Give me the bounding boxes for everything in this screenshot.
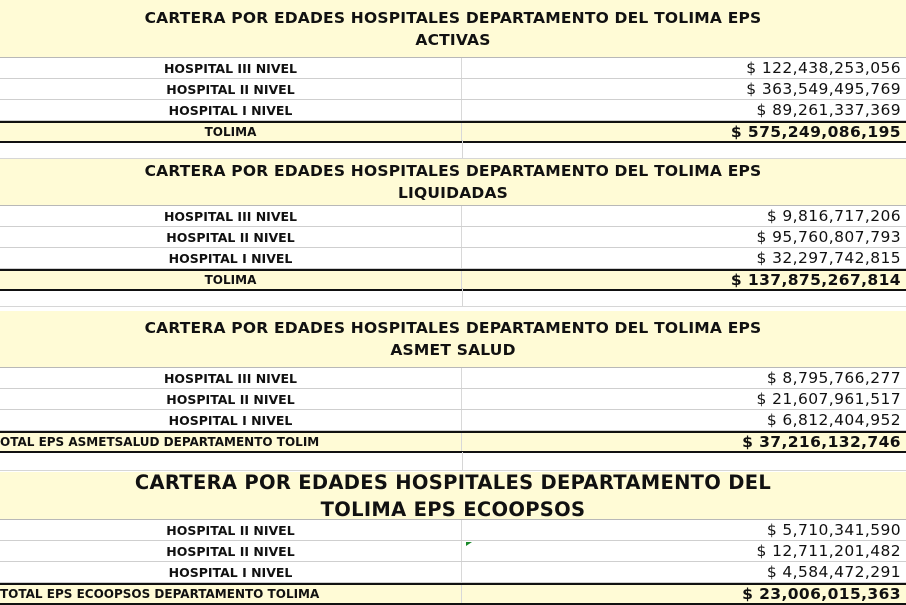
total-value: $ 137,875,267,814 [730, 271, 901, 289]
row-label: HOSPITAL I NIVEL [0, 100, 462, 120]
table-row[interactable] [0, 79, 906, 100]
empty-row[interactable] [0, 140, 906, 159]
header-title-line2: ASMET SALUD [390, 341, 516, 359]
row-label: HOSPITAL I NIVEL [0, 410, 462, 430]
row-label: HOSPITAL II NIVEL [0, 520, 462, 540]
row-value: $ 6,812,404,952 [766, 411, 901, 429]
row-label: HOSPITAL II NIVEL [0, 541, 462, 561]
row-label: HOSPITAL I NIVEL [0, 248, 462, 268]
header-title-line2: ACTIVAS [415, 30, 491, 49]
header-title-line1: CARTERA POR EDADES HOSPITALES DEPARTAMENTO DEL [134, 470, 772, 494]
row-value: $ 122,438,253,056 [746, 59, 901, 77]
table-row[interactable] [0, 206, 906, 227]
table-row[interactable] [0, 389, 906, 410]
row-label: HOSPITAL II NIVEL [0, 79, 462, 99]
total-label: TOLIMA [0, 123, 462, 141]
row-label: HOSPITAL II NIVEL [0, 389, 462, 409]
table-row[interactable] [0, 248, 906, 269]
row-value: $ 8,795,766,277 [766, 369, 901, 387]
row-value: $ 21,607,961,517 [756, 390, 901, 408]
header-title-line1: CARTERA POR EDADES HOSPITALES DEPARTAMENTO DEL TOLIMA EPS [144, 319, 762, 337]
section-header [0, 472, 906, 520]
section-header [0, 0, 906, 58]
row-value: $ 95,760,807,793 [756, 228, 901, 246]
row-value: $ 89,261,337,369 [756, 101, 901, 119]
total-label: TOLIMA [0, 271, 462, 289]
row-value: $ 9,816,717,206 [766, 207, 901, 225]
section-eps-ecoopsos [0, 472, 906, 605]
section-header [0, 159, 906, 206]
total-label: OTAL EPS ASMETSALUD DEPARTAMENTO TOLIM [0, 433, 462, 451]
total-value: $ 23,006,015,363 [742, 585, 901, 603]
table-row[interactable] [0, 227, 906, 248]
section-eps-activas [0, 0, 906, 143]
section-eps-liquidadas [0, 159, 906, 291]
header-title-line1: CARTERA POR EDADES HOSPITALES DEPARTAMENTO DEL TOLIMA EPS [144, 162, 762, 180]
header-title-line2: TOLIMA EPS ECOOPSOS [320, 497, 586, 521]
row-label: HOSPITAL II NIVEL [0, 227, 462, 247]
row-value: $ 4,584,472,291 [766, 563, 901, 581]
total-row[interactable] [0, 583, 906, 605]
row-label: HOSPITAL III NIVEL [0, 58, 462, 78]
total-value: $ 575,249,086,195 [730, 123, 901, 141]
cell-comment-marker-icon [466, 542, 472, 546]
section-asmet-salud [0, 311, 906, 453]
table-row[interactable] [0, 100, 906, 121]
total-row[interactable] [0, 431, 906, 453]
row-value: $ 12,711,201,482 [756, 542, 901, 560]
total-value: $ 37,216,132,746 [742, 433, 901, 451]
table-row[interactable] [0, 410, 906, 431]
row-label: HOSPITAL I NIVEL [0, 562, 462, 582]
row-label: HOSPITAL III NIVEL [0, 206, 462, 226]
table-row[interactable] [0, 562, 906, 583]
table-row[interactable] [0, 541, 906, 562]
total-label: TOTAL EPS ECOOPSOS DEPARTAMENTO TOLIMA [0, 585, 462, 603]
row-value: $ 32,297,742,815 [756, 249, 901, 267]
row-label: HOSPITAL III NIVEL [0, 368, 462, 388]
table-row[interactable] [0, 520, 906, 541]
section-header [0, 311, 906, 368]
row-value: $ 5,710,341,590 [766, 521, 901, 539]
row-value: $ 363,549,495,769 [746, 80, 901, 98]
table-row[interactable] [0, 58, 906, 79]
header-title-line1: CARTERA POR EDADES HOSPITALES DEPARTAMENTO DEL TOLIMA EPS [144, 8, 762, 27]
table-row[interactable] [0, 368, 906, 389]
empty-row[interactable] [0, 288, 906, 307]
header-title-line2: LIQUIDADAS [397, 184, 509, 202]
